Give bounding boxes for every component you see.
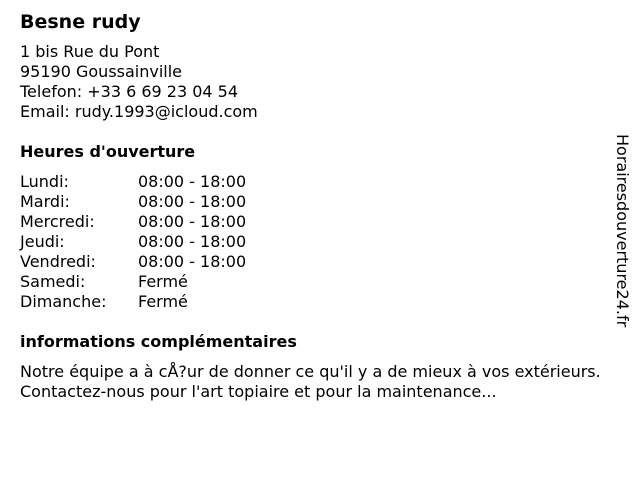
email-address: Email: rudy.1993@icloud.com (20, 102, 258, 121)
business-name: Besne rudy (20, 11, 141, 33)
hours-time: 08:00 - 18:00 (138, 212, 247, 231)
hours-row-thursday (20, 232, 605, 252)
hours-row-monday (20, 172, 605, 192)
opening-hours-table (20, 172, 605, 312)
site-brand-vertical: Horairesdouverture24.fr (613, 134, 632, 328)
hours-time: 08:00 - 18:00 (138, 172, 247, 191)
address-line-1: 1 bis Rue du Pont (20, 42, 160, 61)
additional-info-heading: informations complémentaires (20, 332, 297, 351)
address-line-2: 95190 Goussainville (20, 62, 183, 81)
hours-row-sunday (20, 292, 605, 312)
hours-row-saturday (20, 272, 605, 292)
hours-day: Samedi: (20, 272, 86, 291)
phone-number: Telefon: +33 6 69 23 04 54 (20, 82, 239, 101)
hours-time: Fermé (138, 272, 188, 291)
hours-day: Mardi: (20, 192, 70, 211)
hours-row-tuesday (20, 192, 605, 212)
additional-info-text: Notre équipe a à cÅ?ur de donner ce qu'il y a de mieux à vos extérieurs. Contactez-nous pour l'art topiaire et pour la maintenance... (20, 362, 601, 401)
hours-row-friday (20, 252, 605, 272)
hours-time: 08:00 - 18:00 (138, 192, 247, 211)
hours-row-wednesday (20, 212, 605, 232)
hours-time: Fermé (138, 292, 188, 311)
opening-hours-heading: Heures d'ouverture (20, 142, 196, 161)
hours-day: Dimanche: (20, 292, 107, 311)
hours-day: Vendredi: (20, 252, 96, 271)
hours-day: Jeudi: (20, 232, 65, 251)
hours-day: Lundi: (20, 172, 69, 191)
hours-day: Mercredi: (20, 212, 95, 231)
hours-time: 08:00 - 18:00 (138, 252, 247, 271)
business-details (20, 10, 605, 402)
hours-time: 08:00 - 18:00 (138, 232, 247, 251)
